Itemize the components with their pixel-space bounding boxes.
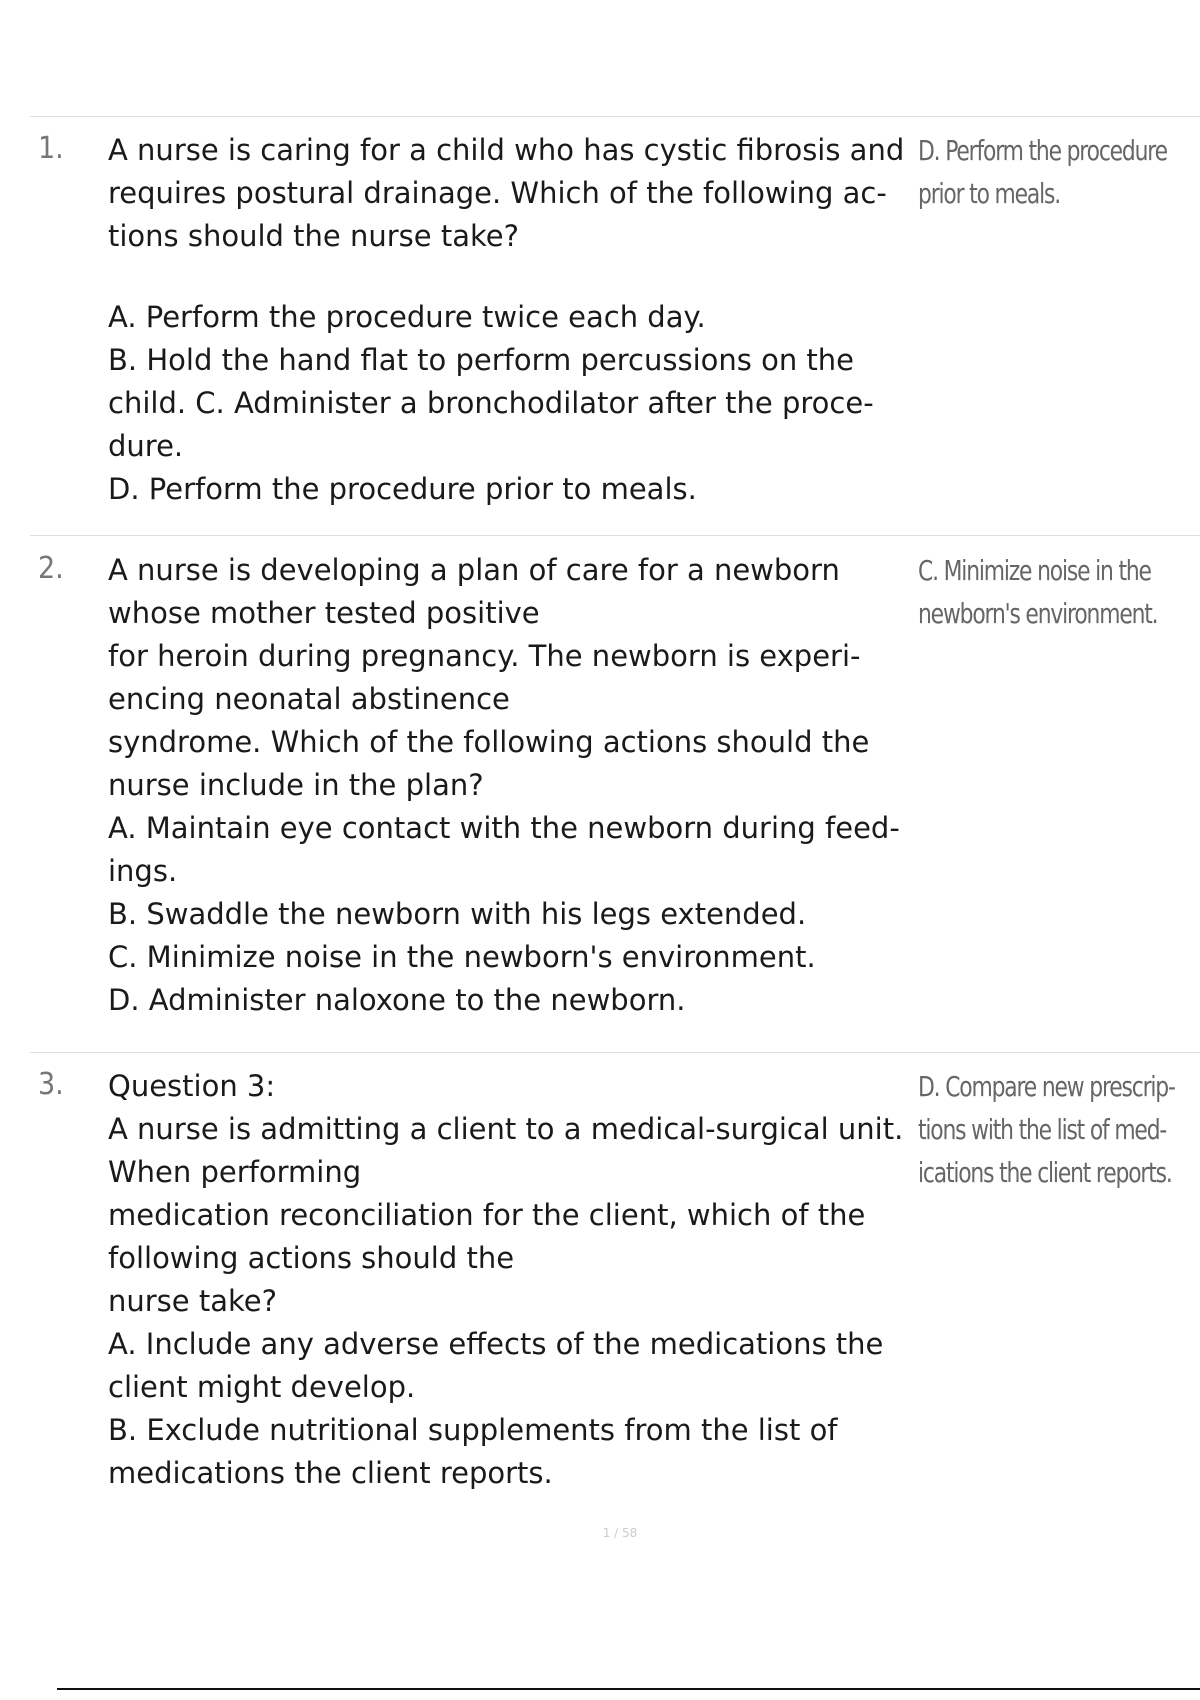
divider-top [30, 116, 1200, 117]
answer-line: tions with the list of med- [918, 1113, 1167, 1146]
answer-line: D. Perform the procedure [918, 134, 1167, 167]
question-text [108, 129, 918, 511]
option-line: B. Exclude nutritional supplements from the list of [108, 1413, 838, 1447]
answer-text [918, 1065, 1175, 1194]
answer-line: ications the client reports. [918, 1156, 1172, 1189]
question-line: When performing [108, 1155, 362, 1189]
question-line: requires postural drainage. Which of the following ac- [108, 176, 887, 210]
divider-2 [30, 1052, 1200, 1053]
question-number: 1. [38, 131, 64, 166]
question-line: encing neonatal abstinence [108, 682, 510, 716]
question-line: A nurse is developing a plan of care for a newborn [108, 553, 840, 587]
question-text [108, 549, 918, 1022]
question-line: whose mother tested positive [108, 596, 540, 630]
question-line: following actions should the [108, 1241, 515, 1275]
question-line: for heroin during pregnancy. The newborn is experi- [108, 639, 861, 673]
option-line: A. Maintain eye contact with the newborn during feed- [108, 811, 900, 845]
paragraph-gap [108, 258, 918, 296]
answer-line: C. Minimize noise in the [918, 554, 1151, 587]
answer-line: newborn's environment. [918, 597, 1158, 630]
option-line: D. Administer naloxone to the newborn. [108, 983, 686, 1017]
option-line: C. Minimize noise in the newborn's environment. [108, 940, 816, 974]
option-line: B. Swaddle the newborn with his legs extended. [108, 897, 807, 931]
answer-line: D. Compare new prescrip- [918, 1070, 1175, 1103]
page-number: 1 / 58 [602, 1526, 638, 1540]
question-line: tions should the nurse take? [108, 219, 519, 253]
answer-text [918, 549, 1158, 635]
question-line: A nurse is admitting a client to a medical-surgical unit. [108, 1112, 904, 1146]
question-number: 2. [38, 551, 64, 586]
question-number: 3. [38, 1067, 64, 1102]
footer-rule [57, 1688, 1200, 1690]
question-line: Question 3: [108, 1069, 276, 1103]
answer-line: prior to meals. [918, 177, 1060, 210]
option-line: B. Hold the hand flat to perform percussions on the [108, 343, 855, 377]
question-line: A nurse is caring for a child who has cystic fibrosis and [108, 133, 905, 167]
divider-1 [30, 535, 1200, 536]
answer-text [918, 129, 1167, 215]
option-line: client might develop. [108, 1370, 416, 1404]
question-line: nurse include in the plan? [108, 768, 484, 802]
option-line: ings. [108, 854, 178, 888]
option-line: A. Perform the procedure twice each day. [108, 300, 706, 334]
option-line: child. C. Administer a bronchodilator after the proce- [108, 386, 874, 420]
option-line: A. Include any adverse effects of the medications the [108, 1327, 884, 1361]
question-line: syndrome. Which of the following actions should the [108, 725, 870, 759]
option-line: D. Perform the procedure prior to meals. [108, 472, 697, 506]
question-line: nurse take? [108, 1284, 277, 1318]
question-line: medication reconciliation for the client, which of the [108, 1198, 866, 1232]
option-line: dure. [108, 429, 184, 463]
question-text [108, 1065, 918, 1495]
option-line: medications the client reports. [108, 1456, 553, 1490]
